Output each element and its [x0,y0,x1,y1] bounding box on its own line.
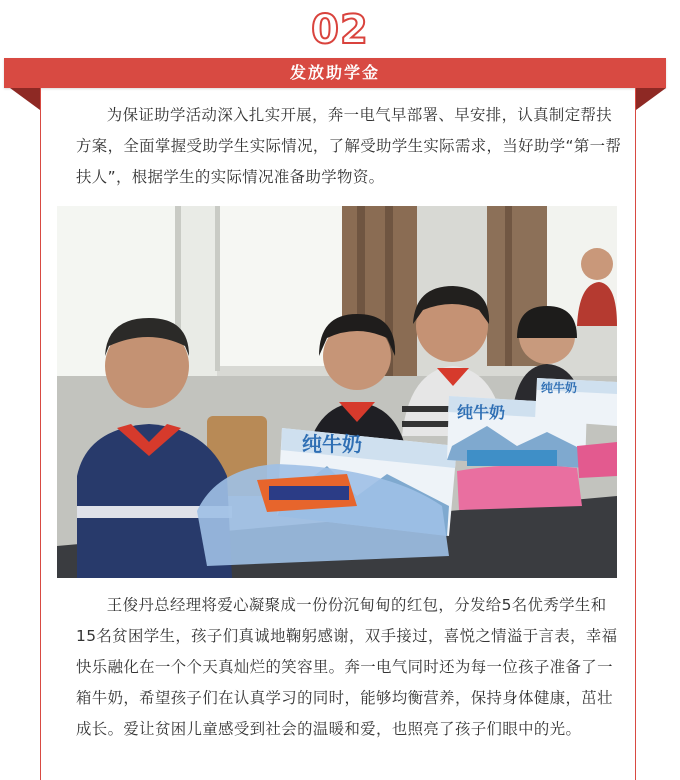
classroom-photo [57,206,617,578]
frame-border-right [635,88,636,780]
banner-fold-left [10,88,40,110]
distribution-paragraph: 王俊丹总经理将爱心凝聚成一份份沉甸甸的红包，分发给5名优秀学生和15名贫困学生，孩子们真诚地鞠躬感谢，双手接过，喜悦之情溢于言表，幸福快乐融化在一个个天真灿烂的笑容里。奔一电气同时还为每一位孩子准备了一箱牛奶，希望孩子们在认真学习的同时，能够均衡营养，保持身体健康，茁壮成长。爱让贫困儿童感受到社会的温暖和爱，也照亮了孩子们眼中的光。 [76,596,618,738]
section-number: 02 [311,7,369,53]
section-title: 发放助学金 [289,63,380,82]
intro-paragraph: 为保证助学活动深入扎实开展，奔一电气早部署、早安排，认真制定帮扶方案，全面掌握受助学生实际情况，了解受助学生实际需求，当好助学“第一帮扶人”，根据学生的实际情况准备助学物资。 [76,106,622,186]
banner-fold-right [636,88,666,110]
section-title-banner [4,58,666,88]
milk-box-label-left: 纯牛奶 [302,432,362,456]
milk-box-far-right [535,378,617,426]
milk-box-label-right: 纯牛奶 [457,403,506,422]
frame-border-left [40,88,41,780]
milk-box-label-far-right: 纯牛奶 [541,381,578,395]
